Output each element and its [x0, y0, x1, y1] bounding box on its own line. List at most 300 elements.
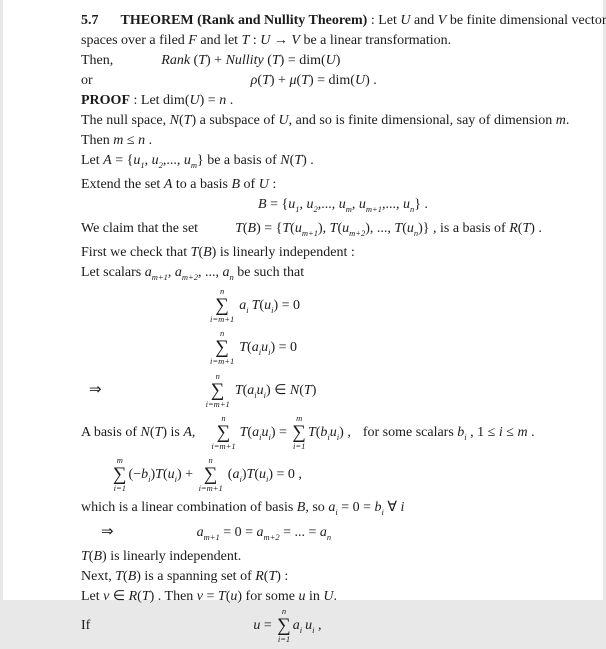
math-variable: u	[230, 589, 238, 604]
math-variable: N	[140, 425, 150, 440]
text-segment: .	[226, 93, 234, 108]
text-segment: ≤	[502, 425, 518, 440]
text-line	[81, 175, 533, 195]
math-variable: T	[262, 73, 270, 88]
equation-line	[81, 329, 533, 371]
document-page	[3, 0, 606, 645]
text-segment: Let scalars	[81, 265, 145, 280]
text-segment: ) .	[530, 221, 542, 236]
math-variable: N	[169, 113, 179, 128]
math-variable: R	[509, 221, 518, 236]
text-segment: Let	[81, 153, 104, 168]
math-variable: v	[196, 589, 204, 604]
text-segment: } .	[414, 197, 428, 212]
text-segment: )	[241, 467, 247, 482]
math-variable: u	[288, 197, 296, 212]
subscript: i	[254, 390, 257, 400]
text-segment: ) for some	[237, 589, 299, 604]
text-line	[81, 31, 533, 51]
text-segment: = {	[266, 197, 289, 212]
summation-lower-limit: i=1	[292, 441, 306, 452]
text-segment: ,	[167, 265, 175, 280]
text-segment: (	[517, 221, 523, 236]
text-segment: (	[257, 73, 263, 88]
summation-upper-limit: m	[116, 455, 123, 466]
summation-lower-limit: i=m+1	[211, 441, 236, 452]
text-segment: or	[81, 73, 93, 88]
text-segment: →	[270, 33, 292, 48]
math-variable: a	[239, 298, 247, 313]
text-segment: Then	[81, 133, 114, 148]
math-variable: a	[232, 467, 240, 482]
sigma-glyph: ∑	[292, 422, 306, 444]
summation-upper-limit: n	[215, 371, 220, 382]
sigma-glyph: ∑	[215, 337, 229, 359]
math-variable: u	[402, 197, 410, 212]
text-segment: ) =	[270, 425, 291, 440]
subscript: i	[265, 474, 269, 484]
text-line	[81, 51, 533, 71]
text-segment: .	[145, 133, 153, 148]
text-segment: ≤	[123, 133, 139, 148]
math-variable: A	[163, 177, 173, 192]
text-segment: ,	[191, 425, 196, 440]
math-variable: b	[320, 425, 328, 440]
math-variable: T	[522, 221, 531, 236]
text-segment: , 1 ≤	[466, 425, 499, 440]
text-segment: (	[198, 245, 204, 260]
text-segment: (	[227, 467, 233, 482]
text-segment: ) = 0	[270, 340, 298, 355]
math-variable: F	[188, 33, 197, 48]
text-segment: ,	[299, 197, 307, 212]
text-segment: ,	[144, 153, 152, 168]
text-segment: (	[259, 298, 265, 313]
text-segment: ) = 0	[273, 298, 301, 313]
text-segment: and	[410, 13, 438, 28]
summation-symbol	[277, 607, 291, 644]
summation-symbol	[210, 287, 234, 324]
math-variable: R	[255, 569, 264, 584]
text-segment: ,	[314, 618, 322, 633]
subscript: m+2	[349, 228, 366, 238]
subscript: i	[335, 507, 338, 517]
spacer	[93, 83, 251, 84]
subscript: n	[229, 272, 234, 282]
math-variable: U	[189, 93, 200, 108]
math-variable: Rank	[161, 53, 191, 68]
text-segment: for some scalars	[362, 425, 458, 440]
text-segment: } be a basis of	[196, 153, 281, 168]
spacer	[351, 435, 363, 436]
math-variable: T	[81, 549, 89, 564]
text-segment: ) :	[276, 569, 289, 584]
math-variable: m	[517, 425, 528, 440]
text-segment: )} , is a basis of	[418, 221, 510, 236]
text-segment: ,...,	[317, 197, 339, 212]
math-variable: u	[298, 589, 306, 604]
math-variable: B	[258, 197, 267, 212]
math-variable: V	[437, 13, 447, 28]
text-segment: be such that	[233, 265, 305, 280]
math-variable: T	[307, 425, 316, 440]
summation-upper-limit: n	[281, 606, 287, 617]
summation-lower-limit: i=1	[113, 483, 126, 494]
math-variable: U	[400, 13, 411, 28]
text-segment: ∈	[109, 589, 129, 604]
text-segment: (	[247, 425, 253, 440]
summation-lower-limit: i=m+1	[210, 356, 235, 367]
math-variable: u	[183, 153, 191, 168]
spacer	[81, 308, 208, 309]
math-variable: u	[305, 618, 313, 633]
math-variable: a	[292, 618, 300, 633]
text-segment: ) +	[177, 467, 197, 482]
text-segment: (	[123, 569, 128, 584]
spacer	[81, 393, 89, 394]
summation-upper-limit: n	[208, 455, 213, 466]
spacer	[198, 231, 235, 232]
math-variable: V	[291, 33, 300, 48]
math-variable: a	[252, 425, 260, 440]
text-segment: ) =	[199, 93, 220, 108]
text-segment: )	[150, 467, 156, 482]
math-variable: u	[167, 467, 175, 482]
spacer	[195, 435, 209, 436]
subscript: i	[239, 474, 242, 484]
math-variable: T	[303, 383, 312, 398]
summation-symbol	[113, 456, 127, 493]
math-variable: T	[235, 221, 243, 236]
summation-upper-limit: n	[219, 328, 225, 339]
equation-line	[81, 456, 533, 498]
math-variable: T	[115, 569, 124, 584]
math-variable: T	[246, 467, 255, 482]
math-variable: T	[217, 589, 226, 604]
text-segment: ) is linearly independent :	[211, 245, 355, 260]
summation-symbol	[211, 414, 235, 451]
implies-arrow-symbol: ⇒	[101, 524, 114, 540]
math-variable: u	[261, 340, 269, 355]
subscript: n	[409, 204, 415, 214]
subscript: m+2	[263, 532, 280, 542]
math-variable: a	[328, 500, 336, 515]
bold-heading-text: THEOREM (Rank and Nullity Theorem)	[120, 13, 368, 28]
text-segment: .	[333, 589, 337, 604]
math-variable: u	[261, 425, 269, 440]
summation-lower-limit: i=m+1	[210, 314, 235, 325]
math-variable: b	[141, 467, 149, 482]
math-variable: u	[342, 221, 350, 236]
text-segment: and let	[196, 33, 242, 48]
subscript: i	[259, 432, 262, 442]
math-variable: U	[354, 73, 366, 88]
text-segment: : Let	[367, 13, 401, 28]
math-variable: u	[294, 221, 302, 236]
math-variable: a	[319, 525, 327, 540]
text-segment: .	[565, 113, 570, 128]
math-variable: a	[251, 340, 259, 355]
subscript: m+1	[151, 272, 168, 282]
text-segment: of	[240, 177, 259, 192]
subscript: i	[268, 432, 271, 442]
summation-lower-limit: i=m+1	[198, 483, 223, 494]
math-variable: T	[301, 73, 309, 88]
subscript: i	[174, 474, 177, 484]
math-variable: u	[358, 197, 366, 212]
math-variable: T	[141, 589, 150, 604]
subscript: i	[464, 432, 467, 442]
math-variable: N	[289, 383, 300, 398]
math-variable: T	[271, 53, 280, 68]
text-segment: , ...,	[198, 265, 223, 280]
text-line	[81, 587, 533, 607]
bold-heading-text: PROOF	[81, 93, 130, 108]
text-segment: (	[88, 549, 94, 564]
math-variable: U	[323, 589, 334, 604]
math-variable: a	[222, 265, 230, 280]
text-segment: ) ∈	[266, 383, 290, 398]
text-line	[81, 71, 533, 91]
math-variable: u	[306, 197, 314, 212]
text-segment: ) . Then	[149, 589, 197, 604]
sigma-glyph: ∑	[216, 422, 231, 444]
text-segment: (	[225, 589, 231, 604]
text-segment: =	[260, 618, 276, 633]
subscript: m+2	[181, 272, 198, 282]
subscript: i	[148, 474, 151, 484]
subscript: i	[381, 507, 384, 517]
text-segment: We claim that the set	[81, 221, 199, 236]
text-segment: ) +	[269, 73, 290, 88]
math-variable: a	[196, 525, 204, 540]
sigma-glyph: ∑	[210, 380, 225, 402]
text-segment: ,	[351, 197, 359, 212]
math-variable: T	[241, 33, 250, 48]
math-variable: b	[457, 425, 465, 440]
text-segment: ) .	[365, 73, 377, 88]
math-variable: T	[190, 245, 199, 260]
text-segment: which is a linear combination of basis	[81, 500, 297, 515]
math-variable: n	[219, 93, 227, 108]
subscript: m	[345, 204, 352, 214]
math-variable: u	[133, 153, 141, 168]
text-line	[81, 151, 533, 175]
math-variable: T	[251, 298, 260, 313]
text-segment: ) ,	[339, 425, 351, 440]
text-segment: .	[527, 425, 535, 440]
summation-symbol	[199, 456, 223, 493]
math-variable: T	[268, 569, 277, 584]
text-segment: A basis of	[81, 425, 141, 440]
text-segment: (	[242, 221, 248, 236]
math-variable: i	[400, 500, 405, 515]
text-segment: ) is a spanning set of	[136, 569, 256, 584]
math-variable: B	[247, 221, 257, 236]
text-line	[81, 498, 533, 522]
subscript: i	[246, 305, 249, 315]
text-segment: (	[162, 467, 168, 482]
subscript: n	[413, 228, 419, 238]
text-segment: ), ...,	[365, 221, 395, 236]
text-segment: ) = {	[256, 221, 283, 236]
text-segment: be finite dimensional vector	[446, 13, 606, 28]
math-variable: u	[258, 467, 266, 482]
text-segment: :	[268, 177, 277, 192]
text-segment: (	[315, 425, 321, 440]
summation-lower-limit: i=1	[277, 634, 291, 645]
math-variable: i	[498, 425, 503, 440]
math-variable: B	[231, 177, 241, 192]
math-variable: B	[296, 500, 306, 515]
text-line	[81, 195, 533, 219]
sigma-glyph: ∑	[277, 615, 291, 637]
text-segment: If	[81, 618, 91, 633]
math-variable: B	[203, 245, 212, 260]
text-segment: , and so is finite dimensional, say of dimension	[288, 113, 556, 128]
spacer	[81, 350, 208, 351]
text-segment: (	[263, 53, 272, 68]
text-line	[81, 11, 606, 31]
math-variable: T	[198, 53, 206, 68]
math-variable: A	[183, 425, 192, 440]
equation-line	[81, 414, 533, 456]
text-segment: = {	[111, 153, 134, 168]
math-variable: U	[325, 53, 336, 68]
text-segment: (	[299, 383, 304, 398]
math-variable: T	[282, 221, 291, 236]
text-segment: ,...,	[162, 153, 184, 168]
math-variable: v	[103, 589, 110, 604]
text-line	[81, 263, 533, 287]
subscript: 1	[295, 204, 300, 214]
text-segment: : Let dim(	[130, 93, 190, 108]
spacer	[114, 535, 197, 536]
text-line	[81, 91, 533, 111]
math-variable: u	[151, 153, 159, 168]
math-variable: u	[406, 221, 414, 236]
equation-line	[81, 287, 533, 329]
text-line	[81, 243, 533, 263]
subscript: i	[258, 347, 262, 357]
subscript: 2	[313, 204, 318, 214]
math-variable: T	[154, 425, 163, 440]
text-line	[81, 522, 533, 547]
math-variable: T	[239, 425, 248, 440]
text-segment: ) is	[162, 425, 184, 440]
spacer	[102, 393, 204, 394]
math-variable: m	[555, 113, 566, 128]
text-segment: First we check that	[81, 245, 191, 260]
text-segment: (	[149, 425, 155, 440]
spacer	[81, 535, 101, 536]
text-segment: spaces over a filed	[81, 33, 189, 48]
bold-heading-text: 5.7	[81, 13, 99, 28]
math-variable: a	[256, 525, 264, 540]
text-line	[81, 131, 533, 151]
text-segment: ) = dim(	[279, 53, 326, 68]
text-segment: ) is linearly independent.	[102, 549, 242, 564]
text-segment: (−	[128, 467, 142, 482]
text-segment: ),	[317, 221, 330, 236]
sigma-glyph: ∑	[113, 464, 127, 486]
text-segment: ∀	[383, 500, 401, 515]
text-segment: =	[203, 589, 218, 604]
subscript: 1	[140, 160, 145, 170]
text-segment: = 0 =	[219, 525, 257, 540]
math-variable: u	[256, 383, 264, 398]
text-segment: ) = dim(	[308, 73, 355, 88]
text-segment: , so	[305, 500, 329, 515]
math-variable: T	[155, 467, 163, 482]
math-variable: A	[103, 153, 112, 168]
math-variable: b	[374, 500, 382, 515]
text-line	[81, 547, 533, 567]
subscript: m+1	[301, 228, 318, 238]
text-segment: )	[311, 383, 317, 398]
math-variable: u	[253, 618, 261, 633]
text-segment: to a basis	[172, 177, 232, 192]
math-variable: m	[113, 133, 124, 148]
spacer	[81, 477, 111, 478]
subscript: i	[271, 305, 274, 315]
text-segment: ) = 0 ,	[268, 467, 302, 482]
summation-upper-limit: n	[221, 413, 226, 424]
text-segment: (	[247, 340, 252, 355]
math-variable: a	[174, 265, 182, 280]
subscript: i	[327, 432, 330, 442]
subscript: m	[190, 160, 197, 170]
text-segment: ,...,	[381, 197, 403, 212]
math-variable: T	[329, 221, 338, 236]
text-segment: Extend the set	[81, 177, 164, 192]
text-segment: (	[290, 221, 295, 236]
subscript: i	[268, 347, 271, 357]
text-segment: (	[137, 589, 142, 604]
equation-line	[81, 371, 533, 414]
implies-arrow-symbol: ⇒	[89, 382, 102, 398]
text-segment: (	[254, 467, 259, 482]
math-variable: Nullity	[225, 53, 264, 68]
text-segment: (	[337, 221, 343, 236]
math-variable: T	[239, 340, 248, 355]
subscript: i	[336, 432, 340, 442]
text-segment: = 0 =	[337, 500, 375, 515]
math-variable: U	[278, 113, 289, 128]
text-segment: )	[335, 53, 341, 68]
math-variable: a	[247, 383, 255, 398]
math-variable: u	[338, 197, 346, 212]
math-variable: B	[93, 549, 103, 564]
text-segment: Let	[81, 589, 104, 604]
sigma-glyph: ∑	[203, 464, 218, 486]
subscript: m+1	[203, 532, 220, 542]
math-variable: U	[260, 33, 271, 48]
math-variable: T	[394, 221, 403, 236]
text-segment: Then,	[81, 53, 114, 68]
text-segment: ) +	[206, 53, 226, 68]
spacer	[90, 628, 253, 629]
summation-symbol	[206, 372, 230, 409]
subscript: i	[263, 390, 267, 400]
text-segment: Next,	[81, 569, 116, 584]
spacer	[113, 63, 161, 64]
math-variable: N	[280, 153, 290, 168]
math-variable: T	[183, 113, 192, 128]
summation-upper-limit: n	[219, 286, 225, 297]
text-segment: The null space,	[81, 113, 170, 128]
text-segment: = ... =	[279, 525, 320, 540]
